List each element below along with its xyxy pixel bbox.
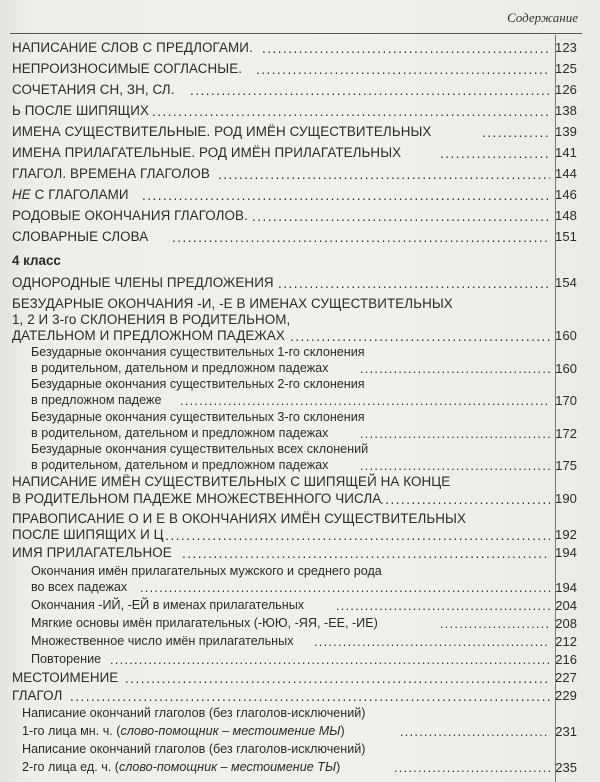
leader-dots: [182, 546, 550, 560]
toc-entry-title: МЕСТОИМЕНИЕ: [12, 670, 119, 685]
toc-page-number: 146: [555, 187, 577, 202]
toc-page-number: 139: [555, 124, 577, 139]
leader-dots: [380, 492, 550, 506]
toc-entry-title-line: в родительном, дательном и предложном падежах: [31, 458, 329, 472]
page-number-column-rule: [555, 35, 556, 782]
toc-entry-title-line: Безударные окончания существительных 2-го склонения: [31, 377, 365, 391]
toc-entry-title: ГЛАГОЛ: [12, 688, 63, 703]
toc-entry-title: ИМЕНА ПРИЛАГАТЕЛЬНЫЕ. РОД ИМЁН ПРИЛАГАТЕЛЬНЫХ: [12, 145, 402, 160]
toc-page-number: 231: [555, 724, 577, 739]
leader-dots: [160, 528, 550, 542]
toc-entry-title-line: Безударные окончания существительных всех склонений: [31, 442, 369, 456]
toc-entry-title-line: Безударные окончания существительных 3-го склонения: [31, 410, 365, 424]
toc-entry-title: Ь ПОСЛЕ ШИПЯЩИХ: [12, 103, 150, 118]
leader-dots: [336, 599, 550, 613]
toc-page-number: 138: [555, 103, 577, 118]
running-header: Содержание: [507, 10, 578, 25]
toc-entry-title-line: 1, 2 И 3-го СКЛОНЕНИЯ В РОДИТЕЛЬНОМ,: [12, 312, 291, 327]
toc-page-number: 160: [555, 328, 577, 343]
leader-dots: [140, 581, 550, 595]
toc-page-number: 154: [555, 275, 577, 290]
toc-entry-title-line: БЕЗУДАРНЫЕ ОКОНЧАНИЯ -И, -Е В ИМЕНАХ СУЩЕСТВИТЕЛЬНЫХ: [12, 296, 453, 311]
toc-page-number: 194: [555, 580, 577, 595]
leader-dots: [190, 83, 550, 97]
toc-page-number: 216: [555, 652, 577, 667]
leader-dots: [218, 167, 550, 181]
toc-page-number: 194: [555, 545, 577, 560]
toc-page-number: 175: [555, 458, 577, 473]
toc-page-number: 141: [555, 145, 577, 160]
leader-dots: [172, 230, 550, 244]
toc-page-number: 125: [555, 61, 577, 76]
toc-entry-title-line: ДАТЕЛЬНОМ И ПРЕДЛОЖНОМ ПАДЕЖАХ: [12, 328, 285, 343]
leader-dots: [180, 394, 550, 408]
toc-page-number: 229: [555, 688, 577, 703]
toc-entry-title: Множественное число имён прилагательных: [31, 634, 294, 648]
toc-entry-title: ГЛАГОЛ. ВРЕМЕНА ГЛАГОЛОВ: [12, 166, 210, 181]
leader-dots: [290, 329, 550, 343]
toc-page-number: 148: [555, 208, 577, 223]
toc-page-number: 235: [555, 760, 577, 775]
toc-entry-title-line: В РОДИТЕЛЬНОМ ПАДЕЖЕ МНОЖЕСТВЕННОГО ЧИСЛА: [12, 491, 382, 506]
section-heading-text: 4 класс: [12, 253, 61, 268]
leader-dots: [142, 188, 550, 202]
leader-dots: [360, 459, 550, 473]
toc-entry-title: НАПИСАНИЕ СЛОВ С ПРЕДЛОГАМИ.: [12, 40, 253, 55]
leader-dots: [252, 209, 550, 223]
toc-entry-title-line: Окончания имён прилагательных мужского и среднего рода: [31, 564, 382, 578]
leader-dots: [70, 689, 550, 703]
toc-entry-title-line: Написание окончаний глаголов (без глаголов-исключений): [22, 742, 366, 756]
italic-prefix: НЕ: [12, 187, 31, 202]
leader-dots: [400, 725, 550, 739]
line-start: 2-го лица ед. ч. (: [22, 760, 119, 774]
toc-page-number: 212: [555, 634, 577, 649]
toc-page-number: 204: [555, 598, 577, 613]
leader-dots: [482, 125, 550, 139]
leader-dots: [314, 635, 550, 649]
toc-entry-title-line: [22, 724, 345, 738]
toc-page-number: 227: [555, 670, 577, 685]
toc-entry-title: СОЧЕТАНИЯ СН, ЗН, СЛ.: [12, 82, 175, 97]
leader-dots: [394, 761, 550, 775]
toc-entry-title-line: ПРАВОПИСАНИЕ О И Е В ОКОНЧАНИЯХ ИМЁН СУЩЕСТВИТЕЛЬНЫХ: [12, 511, 467, 526]
line-start: 1-го лица мн. ч. (: [22, 724, 121, 738]
leader-dots: [110, 653, 550, 667]
leader-dots: [360, 427, 550, 441]
toc-page-number: 170: [555, 393, 577, 408]
toc-page-number: 190: [555, 491, 577, 506]
toc-entry-title-line: [22, 760, 340, 774]
toc-entry-title-line: Написание окончаний глаголов (без глаголов-исключений): [22, 706, 366, 720]
toc-entry-title-rest: С ГЛАГОЛАМИ: [30, 187, 129, 202]
leader-dots: [125, 671, 550, 685]
toc-entry-title-line: в родительном, дательном и предложном падежах: [31, 361, 329, 375]
leader-dots: [440, 617, 550, 631]
leader-dots: [256, 62, 550, 76]
toc-entry-title-line: во всех падежах: [31, 580, 128, 594]
toc-entry-title: Мягкие основы имён прилагательных (-ЮЮ, -ЯЯ, -ЕЕ, -ИЕ): [31, 616, 378, 630]
toc-page-number: 172: [555, 426, 577, 441]
toc-entry-title: НЕПРОИЗНОСИМЫЕ СОГЛАСНЫЕ.: [12, 61, 243, 76]
toc-entry-title: Повторение: [31, 652, 102, 666]
leader-dots: [262, 41, 550, 55]
toc-page-number: 160: [555, 361, 577, 376]
toc-page-number: 208: [555, 616, 577, 631]
toc-entry-title-line: НАПИСАНИЕ ИМЁН СУЩЕСТВИТЕЛЬНЫХ С ШИПЯЩЕЙ НА КОНЦЕ: [12, 474, 451, 489]
italic-part: слово-помощник – местоимение МЫ: [120, 724, 341, 738]
line-close: ): [340, 724, 345, 738]
leader-dots: [278, 276, 550, 290]
toc-page-number: 126: [555, 82, 577, 97]
toc-entry-title: РОДОВЫЕ ОКОНЧАНИЯ ГЛАГОЛОВ.: [12, 208, 248, 223]
leader-dots: [152, 104, 550, 118]
toc-page-number: 144: [555, 166, 577, 181]
toc-entry-title-line: в родительном, дательном и предложном падежах: [31, 426, 329, 440]
toc-entry-title-line: ПОСЛЕ ШИПЯЩИХ И Ц: [12, 527, 164, 542]
toc-entry-title: ОДНОРОДНЫЕ ЧЛЕНЫ ПРЕДЛОЖЕНИЯ: [12, 275, 274, 290]
toc-entry-title: СЛОВАРНЫЕ СЛОВА: [12, 229, 149, 244]
toc-entry-title-line: Безударные окончания существительных 1-го склонения: [31, 345, 365, 359]
toc-page-number: 151: [555, 229, 577, 244]
toc-entry-title: [12, 187, 129, 202]
toc-page-number: 123: [555, 40, 577, 55]
toc-page-number: 192: [555, 527, 577, 542]
toc-entry-title: ИМЕНА СУЩЕСТВИТЕЛЬНЫЕ. РОД ИМЁН СУЩЕСТВИТЕЛЬНЫХ: [12, 124, 432, 139]
toc-entry-title: ИМЯ ПРИЛАГАТЕЛЬНОЕ: [12, 545, 172, 560]
toc-entry-title: Окончания -ИЙ, -ЕЙ в именах прилагательных: [31, 598, 305, 612]
leader-dots: [440, 146, 550, 160]
toc-entry-title-line: в предложном падеже: [31, 393, 162, 407]
leader-dots: [360, 362, 550, 376]
line-close: ): [336, 760, 341, 774]
italic-part: слово-помощник – местоимение ТЫ: [118, 760, 337, 774]
